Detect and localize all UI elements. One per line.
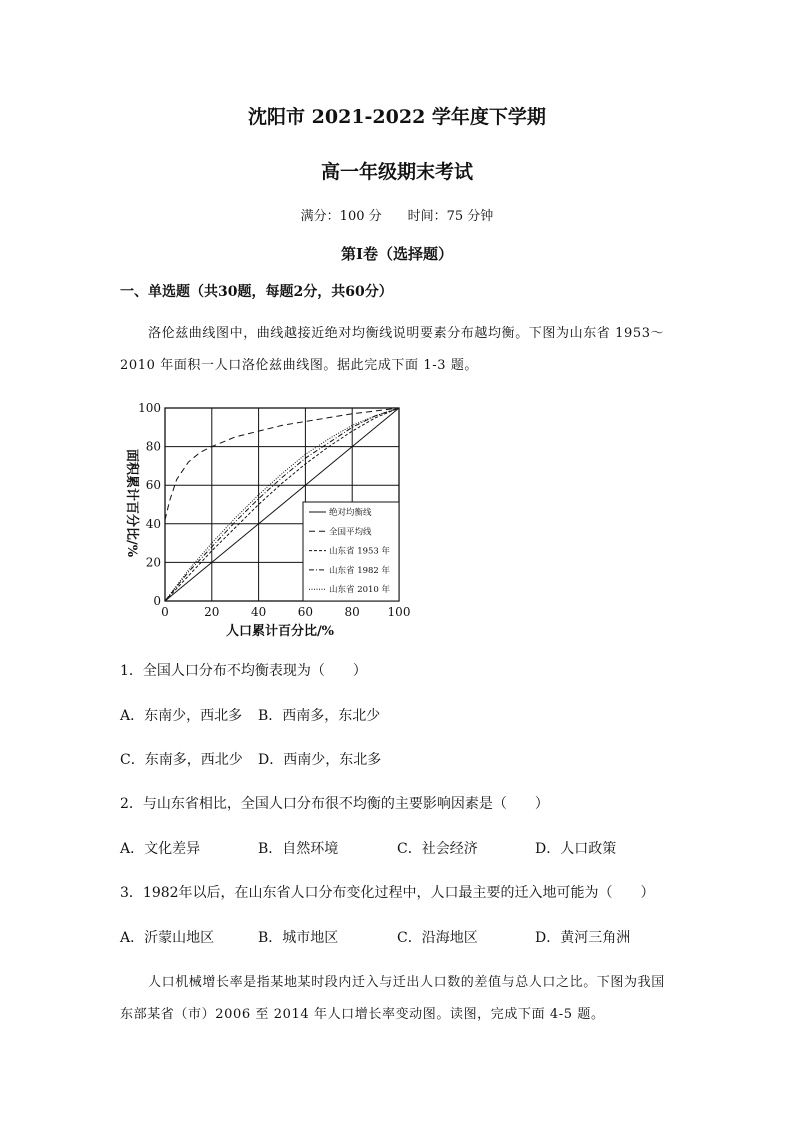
question-1-option-c: C．东南多，西北少	[120, 752, 243, 768]
legend-label-4: 山东省 2010 年	[329, 585, 391, 596]
legend-label-2: 山东省 1953 年	[329, 546, 391, 557]
passage2-line2: 东部某省（市）2006 至 2014 年人口增长率变动图。读图，完成下面 4-5 题。	[120, 1007, 605, 1022]
time-limit: 时间：75 分钟	[407, 209, 494, 224]
x-axis-label: 人口累计百分比/%	[225, 624, 335, 639]
legend-label-0: 绝对均衡线	[329, 508, 372, 518]
exam-subtitle: 高一年级期末考试	[320, 161, 473, 183]
question-3-stem: 3．1982年以后，在山东省人口分布变化过程中，人口最主要的迁入地可能为（ ）	[120, 885, 655, 901]
x-tick-label: 0	[161, 605, 169, 619]
x-tick-label: 100	[387, 605, 411, 619]
passage1-line2: 2010 年面积一人口洛伦兹曲线图。据此完成下面 1-3 题。	[120, 358, 479, 373]
x-tick-label: 80	[344, 605, 360, 619]
section-title: 一、单选题（共30题，每题2分，共60分）	[120, 284, 393, 300]
question-2-option-d: D．人口政策	[535, 841, 617, 857]
question-2-stem: 2．与山东省相比，全国人口分布很不均衡的主要影响因素是（ ）	[120, 796, 549, 812]
question-2-option-c: C．社会经济	[397, 841, 478, 857]
question-2-option-b: B．自然环境	[258, 841, 339, 857]
lorenz-curve-chart	[115, 395, 420, 645]
y-tick-label: 0	[153, 594, 161, 608]
y-tick-label: 60	[145, 478, 161, 493]
question-3-option-a: A．沂蒙山地区	[120, 930, 215, 946]
full-score: 满分：100 分	[300, 209, 382, 224]
legend-label-1: 全国平均线	[329, 527, 372, 538]
passage2-line1: 人口机械增长率是指某地某时段内迁入与迁出人口数的差值与总人口之比。下图为我国	[148, 975, 665, 990]
question-3-option-d: D．黄河三角洲	[535, 930, 631, 946]
y-axis-label: 面积累计百分比/%	[124, 448, 139, 558]
legend-label-3: 山东省 1982 年	[329, 565, 391, 576]
x-tick-label: 60	[297, 605, 314, 619]
question-1-option-a: A．东南少，西北多	[120, 708, 243, 724]
y-tick-label: 80	[145, 439, 161, 454]
y-tick-label: 20	[145, 555, 161, 570]
y-tick-label: 100	[138, 401, 161, 415]
question-3-option-b: B．城市地区	[258, 930, 339, 946]
question-1-stem: 1．全国人口分布不均衡表现为（ ）	[120, 663, 367, 679]
question-3-option-c: C．沿海地区	[397, 930, 478, 946]
question-2-option-a: A．文化差异	[120, 841, 201, 857]
question-1-option-d: D．西南少，东北多	[258, 752, 382, 768]
question-1-option-b: B．西南多，东北少	[258, 708, 381, 724]
volume-heading: 第Ⅰ卷（选择题）	[340, 245, 454, 263]
y-tick-label: 40	[145, 516, 161, 531]
exam-meta	[0, 210, 794, 223]
x-tick-label: 20	[204, 605, 220, 619]
exam-title: 沈阳市 2021-2022 学年度下学期	[248, 106, 546, 128]
x-tick-label: 40	[250, 605, 267, 619]
passage1-line1: 洛伦兹曲线图中，曲线越接近绝对均衡线说明要素分布越均衡。下图为山东省 1953～	[148, 326, 665, 341]
